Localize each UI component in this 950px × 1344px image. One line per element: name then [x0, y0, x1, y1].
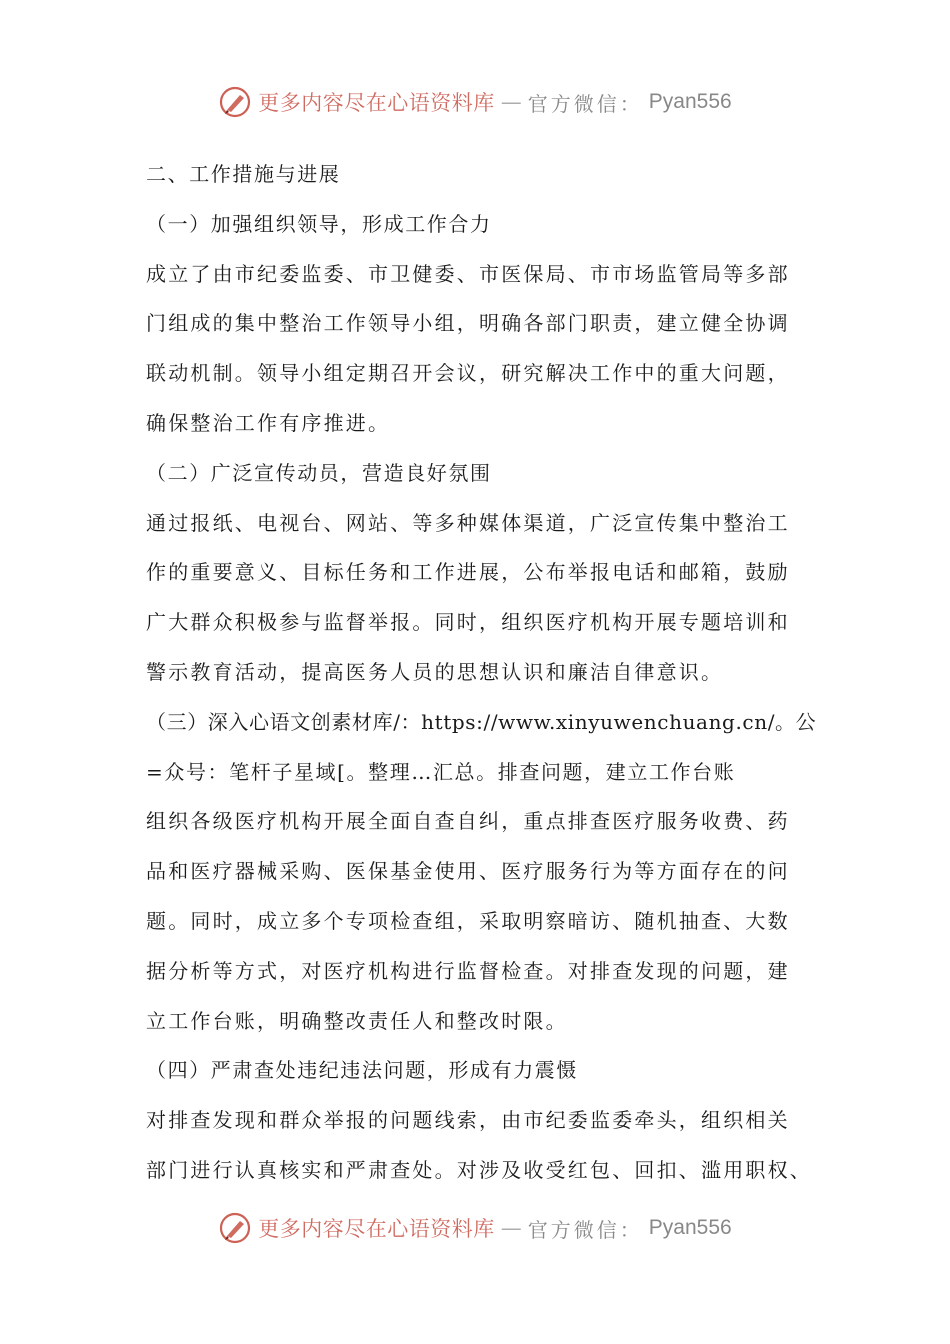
- paragraph-line: 部门进行认真核实和严肃查处。对涉及收受红包、回扣、滥用职权、: [146, 1157, 812, 1182]
- subsection-heading-2: （二）广泛宣传动员，营造良好氛围: [146, 460, 492, 485]
- subsection-heading-3-cont: =众号：笔杆子星域[。整理…汇总。排查问题，建立工作台账: [146, 759, 736, 784]
- footer-banner: [0, 1208, 950, 1248]
- paragraph-line: 通过报纸、电视台、网站、等多种媒体渠道，广泛宣传集中整治工: [146, 510, 790, 535]
- paragraph-line: 联动机制。领导小组定期召开会议，研究解决工作中的重大问题，: [146, 361, 790, 386]
- banner-slogan: 更多内容尽在心语资料库: [258, 1217, 495, 1241]
- banner-wechat-id: Pyan556: [648, 90, 732, 113]
- document-body: [146, 150, 826, 1196]
- paragraph-line: 组织各级医疗机构开展全面自查自纠，重点排查医疗服务收费、药: [146, 809, 790, 834]
- banner-wechat-label: 官方微信：: [527, 1217, 643, 1242]
- pen-logo-icon: [218, 1211, 252, 1245]
- paragraph-line: 品和医疗器械采购、医保基金使用、医疗服务行为等方面存在的问: [146, 859, 790, 884]
- paragraph-line: 广大群众积极参与监督举报。同时，组织医疗机构开展专题培训和: [146, 610, 790, 635]
- paragraph-line: 题。同时，成立多个专项检查组，采取明察暗访、随机抽查、大数: [146, 908, 790, 933]
- banner-slogan: 更多内容尽在心语资料库: [258, 91, 495, 115]
- paragraph-line: 成立了由市纪委监委、市卫健委、市医保局、市市场监管局等多部: [146, 261, 790, 286]
- subsection-heading-3: （三）深入心语文创素材库/：https://www.xinyuwenchuang.cn/。公: [146, 709, 817, 734]
- banner-dash: —: [500, 90, 522, 114]
- pen-logo-icon: [218, 85, 252, 119]
- banner-wechat-label: 官方微信：: [527, 91, 643, 116]
- paragraph-line: 警示教育活动，提高医务人员的思想认识和廉洁自律意识。: [146, 659, 724, 684]
- banner-wechat-id: Pyan556: [648, 1216, 732, 1239]
- header-banner: [0, 82, 950, 122]
- subsection-heading-1: （一）加强组织领导，形成工作合力: [146, 211, 492, 236]
- paragraph-line: 门组成的集中整治工作领导小组，明确各部门职责，建立健全协调: [146, 311, 790, 336]
- paragraph-line: 对排查发现和群众举报的问题线索，由市纪委监委牵头，组织相关: [146, 1108, 790, 1133]
- banner-dash: —: [500, 1216, 522, 1240]
- paragraph-line: 确保整治工作有序推进。: [146, 410, 391, 435]
- section-title: 二、工作措施与进展: [146, 162, 341, 186]
- paragraph-line: 作的重要意义、目标任务和工作进展，公布举报电话和邮箱，鼓励: [146, 560, 790, 585]
- paragraph-line: 立工作台账，明确整改责任人和整改时限。: [146, 1008, 568, 1033]
- paragraph-line: 据分析等方式，对医疗机构进行监督检查。对排查发现的问题，建: [146, 958, 790, 983]
- subsection-heading-4: （四）严肃查处违纪违法问题，形成有力震慑: [146, 1058, 578, 1083]
